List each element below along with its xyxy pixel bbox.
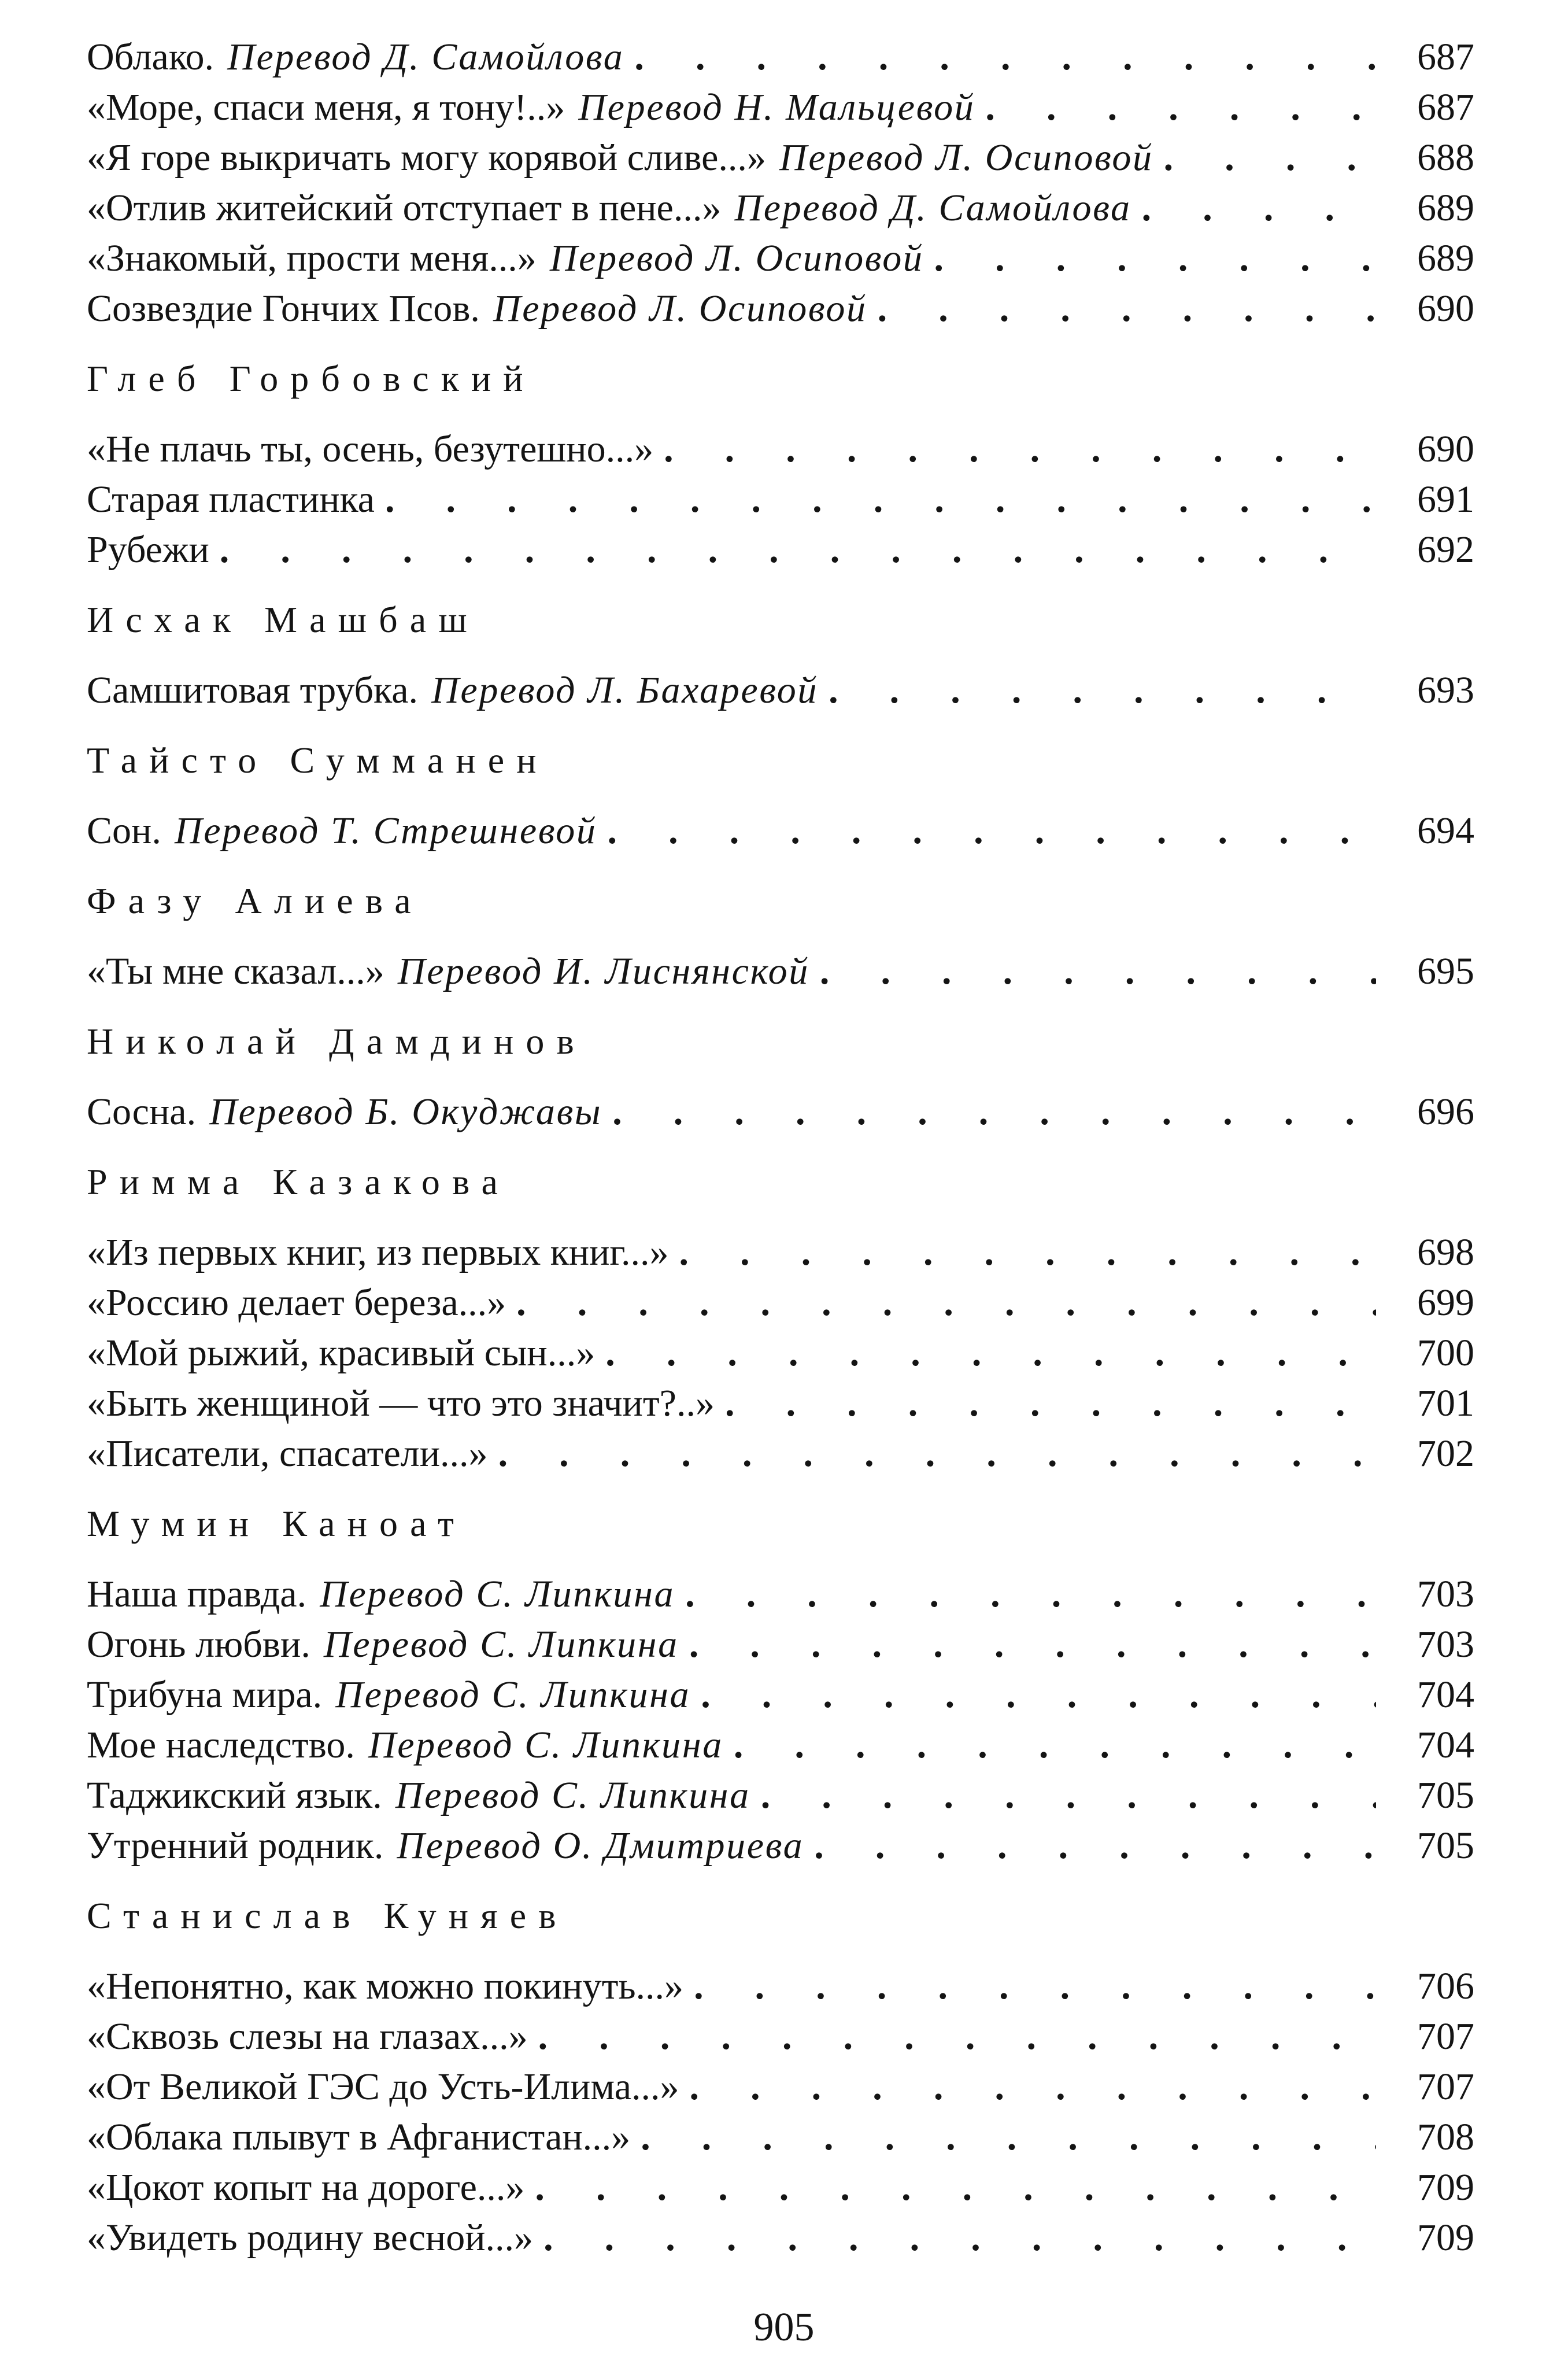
toc-section	[87, 876, 1474, 996]
entry-page-number: 707	[1417, 2015, 1474, 2058]
dot-leader	[685, 1569, 1376, 1619]
entry-page-number: 702	[1417, 1432, 1474, 1475]
entry-page-number: 704	[1417, 1674, 1474, 1716]
entry-title: «Быть женщиной — что это значит?..»	[87, 1382, 715, 1424]
dot-leader	[820, 946, 1376, 996]
entry-translator: Перевод Н. Мальцевой	[578, 86, 975, 128]
entry-page-number: 704	[1417, 1724, 1474, 1766]
dot-leader	[608, 806, 1376, 856]
entry-page-number: 706	[1417, 1965, 1474, 2007]
entry-page-number: 709	[1417, 2217, 1474, 2259]
dot-leader	[814, 1820, 1376, 1871]
entry-translator: Перевод Д. Самойлова	[734, 187, 1131, 229]
dot-leader	[664, 424, 1376, 474]
toc-entry	[87, 132, 1474, 183]
entry-translator: Перевод С. Липкина	[395, 1774, 750, 1816]
toc-entry	[87, 2213, 1474, 2263]
dot-leader	[516, 1277, 1376, 1328]
entry-title: «Сквозь слезы на глазах...»	[87, 2015, 528, 2058]
entry-page-number: 698	[1417, 1231, 1474, 1273]
toc-entry	[87, 283, 1474, 334]
entry-title: Самшитовая трубка.	[87, 669, 418, 711]
dot-leader	[934, 233, 1376, 283]
dot-leader	[535, 2162, 1376, 2213]
entry-page-number: 703	[1417, 1623, 1474, 1665]
entry-title: «Знакомый, прости меня...»	[87, 237, 537, 279]
dot-leader	[641, 2112, 1376, 2162]
entry-page-number: 689	[1417, 187, 1474, 229]
entry-page-number: 695	[1417, 950, 1474, 992]
entry-page-number: 705	[1417, 1774, 1474, 1816]
entry-title: Таджикский язык.	[87, 1774, 382, 1816]
entry-page-number: 700	[1417, 1332, 1474, 1374]
toc-entry	[87, 32, 1474, 82]
entry-title: «Из первых книг, из первых книг...»	[87, 1231, 669, 1273]
toc-entry	[87, 1227, 1474, 1277]
entry-page-number: 709	[1417, 2166, 1474, 2208]
entry-page-number: 687	[1417, 86, 1474, 128]
dot-leader	[679, 1227, 1376, 1277]
entry-translator: Перевод Д. Самойлова	[227, 36, 624, 78]
dot-leader	[1142, 183, 1376, 233]
dot-leader	[498, 1428, 1376, 1479]
entry-title: «Облака плывут в Афганистан...»	[87, 2116, 631, 2158]
dot-leader	[725, 1378, 1376, 1428]
entry-translator: Перевод Б. Окуджавы	[209, 1091, 602, 1133]
toc-entry	[87, 1328, 1474, 1378]
entry-title: Утренний родник.	[87, 1825, 384, 1867]
entry-title: Мое наследство.	[87, 1724, 355, 1766]
dot-leader	[829, 665, 1376, 715]
toc-entry	[87, 525, 1474, 575]
author-heading: Тайсто Сумманен	[87, 740, 549, 781]
toc-entry	[87, 1428, 1474, 1479]
entry-page-number: 701	[1417, 1382, 1474, 1424]
entry-title: Трибуна мира.	[87, 1674, 323, 1716]
author-heading: Николай Дамдинов	[87, 1021, 586, 1062]
toc-entry	[87, 2062, 1474, 2112]
entry-translator: Перевод Т. Стрешневой	[174, 810, 597, 852]
dot-leader	[689, 1619, 1376, 1670]
dot-leader	[543, 2213, 1376, 2263]
entry-page-number: 696	[1417, 1091, 1474, 1133]
dot-leader	[385, 474, 1376, 525]
entry-translator: Перевод Л. Осиповой	[493, 287, 867, 330]
dot-leader	[701, 1670, 1376, 1720]
entry-page-number: 690	[1417, 428, 1474, 470]
page-number: 905	[753, 2305, 815, 2350]
entry-translator: Перевод С. Липкина	[368, 1724, 723, 1766]
entry-title: «Не плачь ты, осень, безутешно...»	[87, 428, 654, 470]
dot-leader	[538, 2011, 1376, 2062]
toc-entry	[87, 1087, 1474, 1137]
entry-title: Наша правда.	[87, 1573, 307, 1615]
entry-title: Созвездие Гончих Псов.	[87, 287, 480, 330]
toc-entry	[87, 1569, 1474, 1619]
entry-page-number: 691	[1417, 478, 1474, 520]
entry-page-number: 689	[1417, 237, 1474, 279]
dot-leader	[634, 32, 1376, 82]
entry-page-number: 693	[1417, 669, 1474, 711]
entry-page-number: 708	[1417, 2116, 1474, 2158]
toc-entry	[87, 2162, 1474, 2213]
entry-title: «Море, спаси меня, я тону!..»	[87, 86, 565, 128]
entry-page-number: 707	[1417, 2066, 1474, 2108]
author-heading: Фазу Алиева	[87, 880, 423, 921]
toc-section	[87, 353, 1474, 575]
toc-entry	[87, 474, 1474, 525]
toc-entry	[87, 946, 1474, 996]
entry-translator: Перевод С. Липкина	[323, 1623, 679, 1665]
author-heading: Исхак Машбаш	[87, 599, 479, 640]
author-heading: Римма Казакова	[87, 1161, 511, 1202]
entry-page-number: 690	[1417, 287, 1474, 330]
entry-title: «Отлив житейский отступает в пене...»	[87, 187, 722, 229]
entry-page-number: 688	[1417, 136, 1474, 179]
entry-translator: Перевод С. Липкина	[320, 1573, 675, 1615]
entry-translator: Перевод Л. Осиповой	[779, 136, 1153, 179]
toc-entry	[87, 233, 1474, 283]
toc-entry	[87, 424, 1474, 474]
toc-section	[87, 1157, 1474, 1479]
dot-leader	[878, 283, 1376, 334]
toc-entry	[87, 1720, 1474, 1770]
entry-title: Старая пластинка	[87, 478, 375, 520]
dot-leader	[220, 525, 1376, 575]
entry-title: Сосна.	[87, 1091, 197, 1133]
entry-translator: Перевод И. Лиснянской	[397, 950, 809, 992]
entry-title: «Ты мне сказал...»	[87, 950, 384, 992]
entry-title: «Увидеть родину весной...»	[87, 2217, 534, 2259]
toc-entry	[87, 82, 1474, 132]
toc-entry	[87, 2011, 1474, 2062]
entry-page-number: 699	[1417, 1281, 1474, 1324]
entry-title: «Писатели, спасатели...»	[87, 1432, 488, 1475]
toc-entry	[87, 1820, 1474, 1871]
toc-entry	[87, 806, 1474, 856]
dot-leader	[605, 1328, 1376, 1378]
toc-entry	[87, 1277, 1474, 1328]
entry-title: «Россию делает береза...»	[87, 1281, 506, 1324]
toc-entry	[87, 183, 1474, 233]
entry-translator: Перевод С. Липкина	[335, 1674, 691, 1716]
author-heading: Глеб Горбовский	[87, 358, 535, 399]
toc-entry	[87, 665, 1474, 715]
entry-title: Огонь любви.	[87, 1623, 310, 1665]
entry-title: «От Великой ГЭС до Усть-Илима...»	[87, 2066, 679, 2108]
entry-title: Облако.	[87, 36, 215, 78]
entry-page-number: 694	[1417, 810, 1474, 852]
toc-section	[87, 594, 1474, 715]
entry-title: «Цокот копыт на дороге...»	[87, 2166, 525, 2208]
entry-translator: Перевод Л. Осиповой	[549, 237, 924, 279]
dot-leader	[612, 1087, 1376, 1137]
toc-entry	[87, 1670, 1474, 1720]
dot-leader	[761, 1770, 1376, 1820]
entry-page-number: 703	[1417, 1573, 1474, 1615]
toc-section	[87, 1016, 1474, 1137]
toc-entry	[87, 1961, 1474, 2011]
toc-entry	[87, 1619, 1474, 1670]
toc-entry	[87, 2112, 1474, 2162]
toc-section	[87, 1890, 1474, 2263]
entry-page-number: 692	[1417, 529, 1474, 571]
entry-translator: Перевод О. Дмитриева	[397, 1825, 804, 1867]
entry-title: «Мой рыжий, красивый сын...»	[87, 1332, 596, 1374]
toc-entry	[87, 1770, 1474, 1820]
dot-leader	[985, 82, 1376, 132]
author-heading: Станислав Куняев	[87, 1895, 568, 1936]
toc-entry	[87, 1378, 1474, 1428]
author-heading: Мумин Каноат	[87, 1503, 467, 1544]
entry-page-number: 687	[1417, 36, 1474, 78]
table-of-contents	[87, 32, 1474, 2263]
entry-translator: Перевод Л. Бахаревой	[431, 669, 819, 711]
entry-title: «Непонятно, как можно покинуть...»	[87, 1965, 684, 2007]
toc-section	[87, 735, 1474, 856]
dot-leader	[1164, 132, 1376, 183]
dot-leader	[694, 1961, 1376, 2011]
entry-title: Сон.	[87, 810, 161, 852]
entry-title: Рубежи	[87, 529, 209, 571]
entry-title: «Я горе выкричать могу корявой сливе...»	[87, 136, 766, 179]
entry-page-number: 705	[1417, 1825, 1474, 1867]
dot-leader	[734, 1720, 1376, 1770]
toc-section	[87, 32, 1474, 334]
toc-section	[87, 1498, 1474, 1871]
dot-leader	[689, 2062, 1376, 2112]
